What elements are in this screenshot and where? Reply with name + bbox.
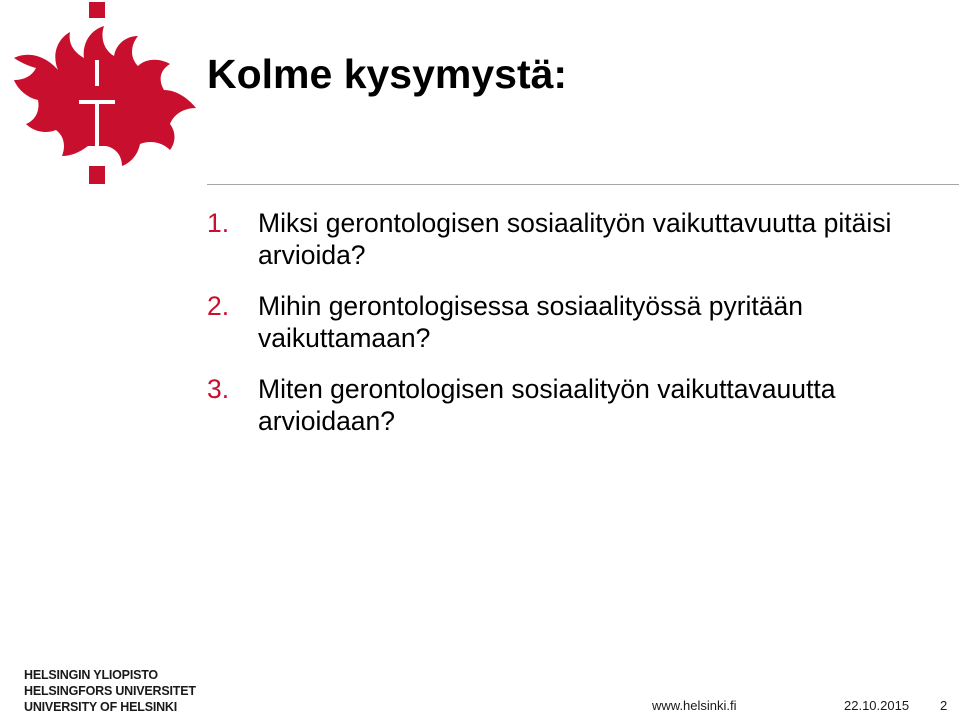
question-item: [207, 207, 947, 271]
question-number: 2.: [207, 291, 230, 321]
question-item: [207, 373, 947, 437]
university-flame-logo: [0, 0, 200, 190]
slide-title: Kolme kysymystä:: [207, 51, 568, 97]
question-item: [207, 290, 947, 354]
question-text: Mihin gerontologisessa sosiaalityössä pyritään vaikuttamaan?: [258, 291, 804, 353]
question-list: [207, 207, 947, 456]
footer-date: 22.10.2015: [844, 698, 910, 713]
question-text: Miten gerontologisen sosiaalityön vaikuttavauutta arvioidaan?: [258, 374, 836, 436]
question-number: 1.: [207, 208, 230, 238]
university-name-en: UNIVERSITY OF HELSINKI: [24, 700, 178, 714]
footer-url[interactable]: www.helsinki.fi: [652, 698, 737, 713]
university-name-fi: HELSINGIN YLIOPISTO: [24, 668, 158, 682]
question-text: Miksi gerontologisen sosiaalityön vaikuttavuutta pitäisi arvioida?: [258, 208, 892, 270]
question-number: 3.: [207, 374, 230, 404]
university-name-sv: HELSINGFORS UNIVERSITET: [24, 684, 196, 698]
university-wordmark: [24, 667, 196, 715]
page-number: 2: [940, 698, 948, 713]
title-divider: [207, 184, 959, 185]
